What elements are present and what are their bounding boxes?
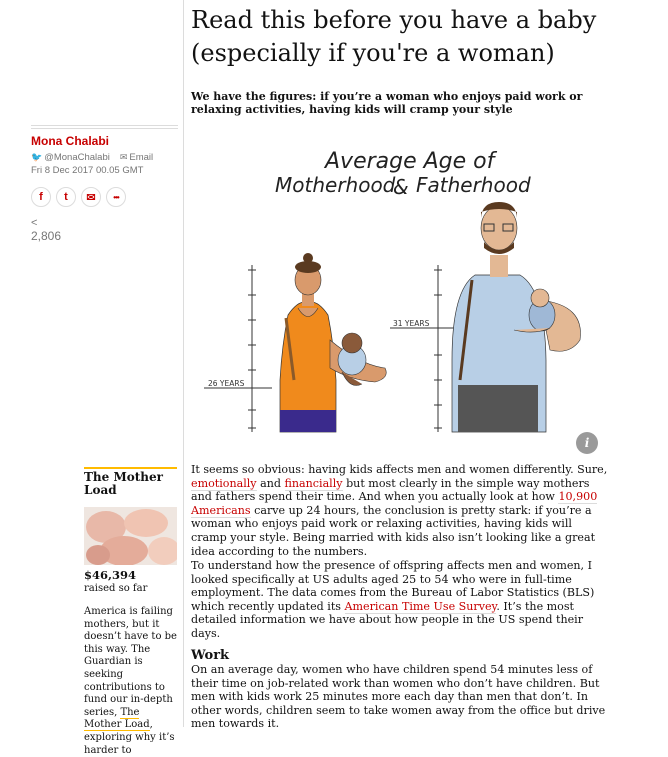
author-link[interactable]: Mona Chalabi	[31, 134, 110, 148]
promo-body-text-end: , exploring why it’s harder to	[84, 719, 175, 756]
column-divider	[183, 0, 184, 727]
illustration-title-line1: Average Age of	[325, 149, 495, 174]
mother-age-label: 26 YEARS	[208, 379, 245, 388]
author-social	[31, 152, 153, 163]
article-standfirst: We have the figures: if you’re a woman who enjoys paid work or relaxing activities, having kids will cramp your style	[191, 90, 583, 116]
body-paragraph-3: On an average day, women who have children spend 54 minutes less of their time on job-related work than women who don’t have children. But men with kids work 25 minutes more each day than men that don’t. In other words, children seem to take women away from the office but drive men towards it.	[191, 663, 606, 731]
promo-amount: $46,394	[84, 568, 137, 582]
body-text: It seems so obvious: having kids affects men and women differently. Sure,	[191, 463, 608, 476]
mother-figure	[280, 253, 386, 432]
promo-babies-image[interactable]	[84, 507, 177, 565]
illustration-title-fatherhood: Fatherhood	[416, 173, 531, 197]
illustration-title-amp: &	[393, 175, 409, 199]
email-icon: ✉	[119, 152, 128, 162]
body-text: and	[256, 476, 285, 490]
time-use-survey-link[interactable]: American Time Use Survey	[344, 599, 497, 613]
publish-date: Fri 8 Dec 2017 00.05 GMT	[31, 165, 144, 176]
byline-rule-bottom	[31, 128, 178, 129]
twitter-share-button[interactable]: t	[56, 187, 76, 207]
americans-link[interactable]: 10,900 Americans	[191, 490, 598, 517]
illustration-title-motherhood: Motherhood	[275, 173, 396, 197]
promo-title[interactable]: The Mother Load	[84, 470, 163, 497]
father-age-scale	[390, 265, 458, 432]
emotionally-link[interactable]: emotionally	[191, 476, 257, 490]
promo-body-text: America is failing mothers, but it doesn’t have to be this way. The Guardian is seeking contributions to fund our in-depth series,	[84, 606, 177, 718]
more-share-button[interactable]: •••	[106, 187, 126, 207]
twitter-link[interactable]	[31, 152, 110, 163]
share-icon: <	[31, 217, 38, 229]
body-text: but most clearly in the simple way mothers and fathers spend their time. And when you actually look at how	[191, 476, 590, 504]
body-paragraph-1	[191, 463, 609, 558]
father-age-label: 31 YEARS	[393, 319, 430, 328]
parenthood-illustration	[190, 140, 610, 435]
promo-body	[84, 606, 179, 757]
father-figure	[452, 202, 581, 432]
promo-rule	[84, 467, 177, 469]
mother-age-scale	[204, 265, 272, 432]
body-text: carve up 24 hours, the conclusion is pretty stark: if you’re a woman who enjoys paid work or relaxing activities, having kids will cramp your style. Being married with kids also isn’t looking like a great idea according to the numbers.	[191, 503, 596, 558]
info-icon[interactable]: i	[576, 432, 598, 454]
share-buttons	[31, 187, 126, 207]
body-text: To understand how the presence of offspring affects men and women, I looked specifically at US adults aged 25 to 54 who were in full-time employment. The data comes from the Bureau of Labor Statistics (BLS) which recently updated its	[191, 559, 595, 613]
body-text: . It’s the most detailed information we have about how people in the US spend their days.	[191, 599, 584, 640]
email-share-button[interactable]: ✉	[81, 187, 101, 207]
promo-body-link[interactable]: The Mother Load	[84, 706, 150, 731]
twitter-handle: @MonaChalabi	[44, 152, 110, 163]
twitter-icon: 🐦	[31, 152, 43, 162]
email-link[interactable]	[120, 152, 153, 163]
byline-rule-top	[31, 125, 178, 126]
section-heading-work: Work	[191, 648, 230, 663]
article-headline: Read this before you have a baby (especially if you're a woman)	[191, 6, 597, 67]
share-count: 2,806	[31, 229, 62, 243]
body-paragraph-2	[191, 559, 609, 641]
email-label: Email	[129, 152, 154, 163]
financially-link[interactable]: financially	[284, 476, 343, 490]
facebook-share-button[interactable]: f	[31, 187, 51, 207]
promo-sub: raised so far	[84, 583, 148, 594]
